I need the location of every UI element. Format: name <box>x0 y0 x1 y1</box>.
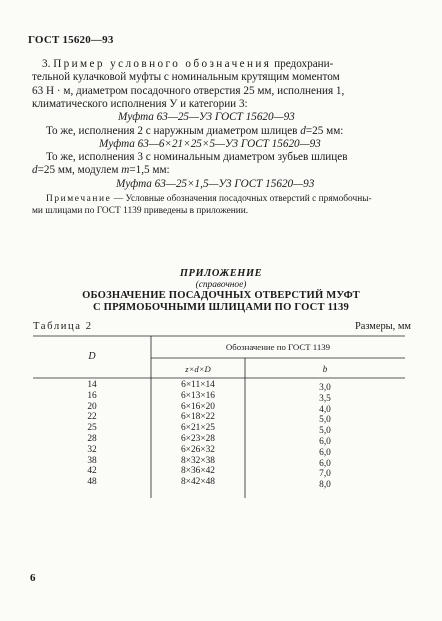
table-cell-d: 14 <box>87 380 97 390</box>
table-cell-b: 7,0 <box>319 469 331 480</box>
designation-2: Муфта 63—6×21×25×5—У3 ГОСТ 15620—93 <box>99 138 321 150</box>
table-cell-designation: 6×13×16 <box>180 390 215 401</box>
table-cell-designation: 6×11×14 <box>181 380 215 390</box>
example-heading-spaced: Пример условного обозначения <box>53 58 272 70</box>
table-cell-b: 3,0 <box>319 383 331 393</box>
appendix-subtitle: (справочное) <box>195 280 247 290</box>
header-group: Обозначение по ГОСТ 1139 <box>225 342 331 352</box>
table-cell-designation: 6×18×22 <box>180 412 215 423</box>
note-line-2: ми шлицами по ГОСТ 1139 приведены в приложении. <box>32 206 249 216</box>
header-designation: z×d×D <box>185 364 211 374</box>
variant-3-end: =1,5 мм: <box>129 164 170 177</box>
table-cell-b: 6,0 <box>319 447 331 458</box>
designation-3: Муфта 63—25×1,5—У3 ГОСТ 15620—93 <box>116 178 315 190</box>
table-cell-b: 6,0 <box>319 437 331 447</box>
standard-header: ГОСТ 15620—93 <box>28 34 114 46</box>
table-cell-b: 4,0 <box>319 404 331 415</box>
table-cell-designation: 6×21×25 <box>180 423 215 434</box>
table-cell-d: 42 <box>87 466 97 477</box>
table-cell-designation: 6×23×28 <box>180 434 215 444</box>
example-line-4: климатического исполнения У и категории 3: <box>32 98 248 111</box>
table-cell-b: 3,5 <box>319 393 331 404</box>
table-cell-d: 28 <box>87 434 97 444</box>
table-cell-d: 22 <box>87 412 97 423</box>
table-cell-d: 48 <box>87 477 97 488</box>
header-b: b <box>322 364 328 374</box>
example-line-2: тельной кулачковой муфты с номинальным крутящим моментом <box>32 71 340 84</box>
item-number: 3. <box>42 58 51 70</box>
variant-3-var-m: m <box>121 164 130 177</box>
variant-2-var-d: d <box>300 125 306 137</box>
note-label: Примечание <box>46 194 112 204</box>
table-units: Размеры, мм <box>354 321 411 332</box>
appendix-heading-line-2: С ПРЯМОБОЧНЫМИ ШЛИЦАМИ ПО ГОСТ 1139 <box>92 302 350 313</box>
table-cell-designation: 6×16×20 <box>180 401 215 412</box>
table-cell-d: 20 <box>87 401 97 412</box>
table-cell-d: 32 <box>87 444 97 455</box>
table-cell-d: 38 <box>87 455 97 466</box>
variant-3-mid: =25 мм, модулем <box>37 164 119 177</box>
table-cell-designation: 6×26×32 <box>180 444 215 455</box>
designation-1: Муфта 63—25—У3 ГОСТ 15620—93 <box>118 111 295 123</box>
header-d: D <box>88 351 96 362</box>
table-cell-b: 5,0 <box>319 426 331 437</box>
appendix-heading-line-1: ОБОЗНАЧЕНИЕ ПОСАДОЧНЫХ ОТВЕРСТИЙ МУФТ <box>82 290 360 301</box>
table-cell-d: 16 <box>87 390 97 401</box>
table-caption: Таблица 2 <box>33 321 93 332</box>
table-cell-b: 5,0 <box>319 415 331 426</box>
table-cell-designation: 8×42×48 <box>180 477 215 488</box>
variant-2-value: =25 мм: <box>305 125 344 137</box>
variant-2-lead: То же, исполнения 2 с наружным диаметром шлицев <box>46 125 298 137</box>
variant-3-line-1: То же, исполнения 3 с номинальным диаметром зубьев шлицев <box>46 151 348 163</box>
appendix-title: ПРИЛОЖЕНИЕ <box>179 268 263 279</box>
example-line-3: 63 Н · м, диаметром посадочного отверстия 25 мм, исполнения 1, <box>32 84 345 97</box>
example-line-1-rest: предохрани- <box>271 58 334 70</box>
page-number: 6 <box>30 572 36 584</box>
table-cell-b: 8,0 <box>319 480 331 491</box>
variant-3-var-d: d <box>32 164 38 177</box>
table-cell-b: 6,0 <box>319 458 331 469</box>
table-cell-designation: 8×36×42 <box>180 466 215 477</box>
table-cell-d: 25 <box>87 423 97 434</box>
note-text-1: — Условные обозначения посадочных отверстий с прямобочны- <box>111 194 372 204</box>
table-cell-designation: 8×32×38 <box>180 455 215 466</box>
